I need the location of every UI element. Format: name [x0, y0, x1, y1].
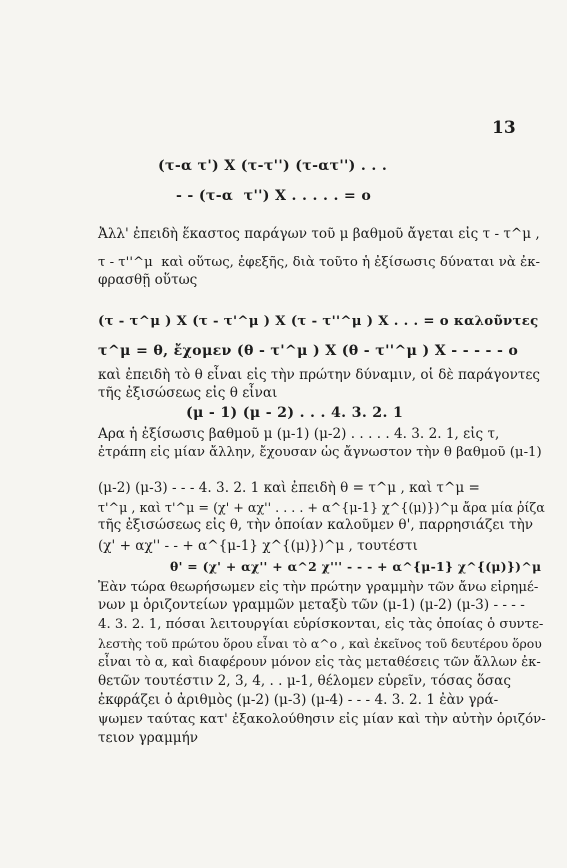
text-line: τειον γραμμήν — [98, 730, 199, 746]
text-line: (χ' + αχ'' - - + α^{μ-1} χ^{(μ)})^μ , τουτέστι — [98, 538, 418, 554]
text-line: Αρα ἡ ἐξίσωσις βαθμοῦ μ (μ-1) (μ-2) . . . . . 4. 3. 2. 1, εἰς τ, — [98, 426, 500, 442]
text-line: τ'^μ , καὶ τ'^μ = (χ' + αχ'' . . . . + α^{μ-1} χ^{(μ)})^μ ἄρα μία ῥίζα — [98, 500, 545, 515]
text-line: 4. 3. 2. 1, πόσαι λειτουργίαι εὑρίσκονται, εἰς τὰς ὁποίας ὁ συντε- — [98, 617, 544, 632]
formula-line-1: (τ-α τ') X (τ-τ'') (τ-ατ'') . . . — [158, 158, 388, 174]
page-number: 13 — [492, 118, 516, 138]
text-line: ἐκφράζει ὁ ἀριθμὸς (μ-2) (μ-3) (μ-4) - - - 4. 3. 2. 1 ἐὰν γρά- — [98, 692, 499, 708]
text-line: Ἀλλ' ἐπειδὴ ἕκαστος παράγων τοῦ μ βαθμοῦ ἄγεται εἰς τ - τ^μ , — [98, 226, 540, 242]
formula-line-4: τ^μ = θ, ἔχομεν (θ - τ'^μ ) X (θ - τ''^μ ) X - - - - - o — [98, 343, 519, 359]
formula-line-2: - - (τ-α τ'') X . . . . . = o — [176, 188, 372, 204]
formula-line-5: (μ - 1) (μ - 2) . . . 4. 3. 2. 1 — [186, 405, 404, 421]
text-line: τ - τ''^μ καὶ οὕτως, ἐφεξῆς, διὰ τοῦτο ἡ ἐξίσωσις δύναται νὰ ἐκ- — [98, 255, 541, 270]
text-line: τῆς ἐξισώσεως εἰς θ εἶναι — [98, 385, 278, 401]
text-line: (μ-2) (μ-3) - - - 4. 3. 2. 1 καὶ ἐπειδὴ θ = τ^μ , καὶ τ^μ = — [98, 480, 480, 496]
text-line: εἶναι τὸ α, καὶ διαφέρουν μόνον εἰς τὰς μεταθέσεις τῶν ἄλλων ἐκ- — [98, 655, 541, 670]
text-line: θετῶν τουτέστιν 2, 3, 4, . . μ-1, θέλομεν εὑρεῖν, τόσας ὅσας — [98, 673, 511, 689]
formula-line-3: (τ - τ^μ ) X (τ - τ'^μ ) X (τ - τ''^μ ) X . . . = o καλοῦντες — [98, 314, 539, 329]
formula-line-6: θ' = (χ' + αχ'' + α^2 χ''' - - - + α^{μ-1} χ^{(μ)})^μ — [170, 559, 542, 574]
text-line: Ἐὰν τώρα θεωρήσωμεν εἰς τὴν πρώτην γραμμὴν τῶν ἄνω εἰρημέ- — [98, 580, 539, 595]
text-line: τῆς ἐξισώσεως εἰς θ, τὴν ὁποίαν καλοῦμεν θ', παρρησιάζει τὴν — [98, 517, 533, 533]
text-line: λεστὴς τοῦ πρώτου ὅρου εἶναι τὸ α^o , καὶ ἐκεῖνος τοῦ δευτέρου ὅρου — [98, 636, 542, 651]
text-line: νων μ ὁριζοντείων γραμμῶν μεταξὺ τῶν (μ-1) (μ-2) (μ-3) - - - - — [98, 597, 525, 613]
text-line: καὶ ἐπειδὴ τὸ θ εἶναι εἰς τὴν πρώτην δύναμιν, οἱ δὲ παράγοντες — [98, 367, 541, 383]
text-line: ἐτράπη εἰς μίαν ἄλλην, ἔχουσαν ὡς ἄγνωστον τὴν θ βαθμοῦ (μ-1) — [98, 445, 542, 460]
text-line: φρασθῇ οὕτως — [98, 272, 198, 288]
text-line: ψωμεν ταύτας κατ' ἐξακολούθησιν εἰς μίαν καὶ τὴν αὐτὴν ὁριζόν- — [98, 712, 546, 727]
